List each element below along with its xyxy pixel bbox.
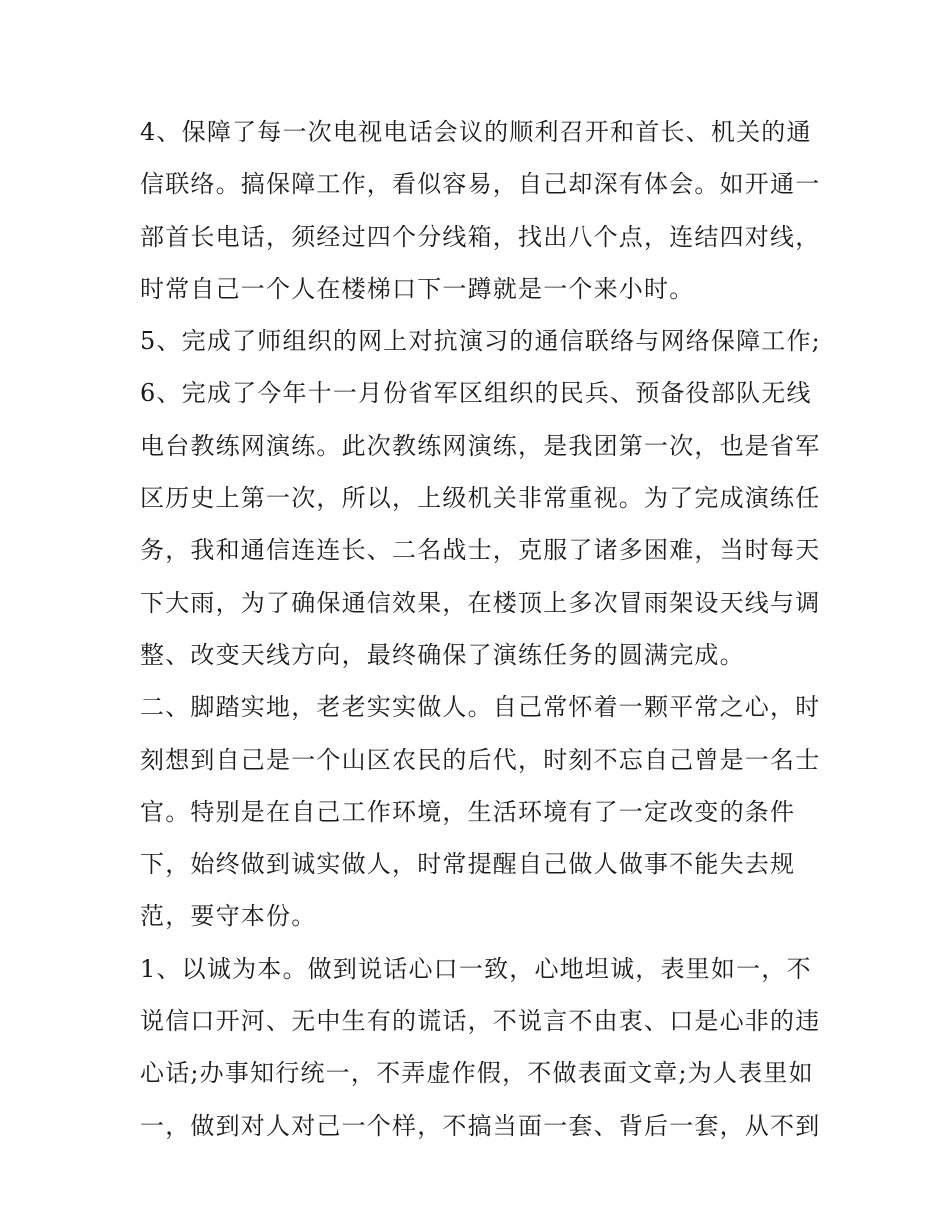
document-body [140,106,820,1152]
text-line: 6、完成了今年十一月份省军区组织的民兵、预备役部队无线 [140,379,812,408]
text-line: 4、保障了每一次电视电话会议的顺利召开和首长、机关的通 [140,118,812,146]
text-line: 整、改变天线方向，最终确保了演练任务的圆满完成。 [140,640,745,669]
text-line: 时常自己一个人在楼梯口下一蹲就是一个来小时。 [140,274,695,303]
text-line: 下，始终做到诚实做人，时常提醒自己做人做事不能失去规 [140,850,796,879]
text-line: 范，要守本份。 [140,902,317,931]
text-line: 1、以诚为本。做到说话心口一致，心地坦诚，表里如一，不 [140,954,812,983]
text-line: 官。特别是在自己工作环境，生活环境有了一定改变的条件 [140,797,796,826]
text-line: 务，我和通信连连长、二名战士，克服了诸多困难，当时每天 [140,536,821,565]
text-line: 心话;办事知行统一，不弄虚作假，不做表面文章;为人表里如 [140,1059,814,1088]
text-line: 部首长电话，须经过四个分线箱，找出八个点，连结四对线， [140,222,821,251]
paragraph-item-4 [140,106,820,315]
text-line: 区历史上第一次，所以，上级机关非常重视。为了完成演练任 [140,484,821,513]
text-line: 说信口开河、无中生有的谎话，不说言不由衷、口是心非的违 [140,1007,821,1036]
text-line: 信联络。搞保障工作，看似容易，自己却深有体会。如开通一 [140,170,821,199]
paragraph-item-5 [140,315,820,367]
text-line: 电台教练网演练。此次教练网演练，是我团第一次，也是省军 [140,431,821,460]
paragraph-item-6 [140,367,820,681]
text-line: 下大雨，为了确保通信效果，在楼顶上多次冒雨架设天线与调 [140,588,821,617]
paragraph-item-1 [140,943,820,1152]
text-line: 一，做到对人对己一个样，不搞当面一套、背后一套，从不到 [140,1111,821,1140]
text-line: 二、脚踏实地，老老实实做人。自己常怀着一颗平常之心，时 [140,693,821,722]
paragraph-section-2 [140,681,820,942]
text-line: 刻想到自己是一个山区农民的后代，时刻不忘自己曾是一名士 [140,745,821,774]
text-line: 5、完成了师组织的网上对抗演习的通信联络与网络保障工作; [140,327,821,356]
